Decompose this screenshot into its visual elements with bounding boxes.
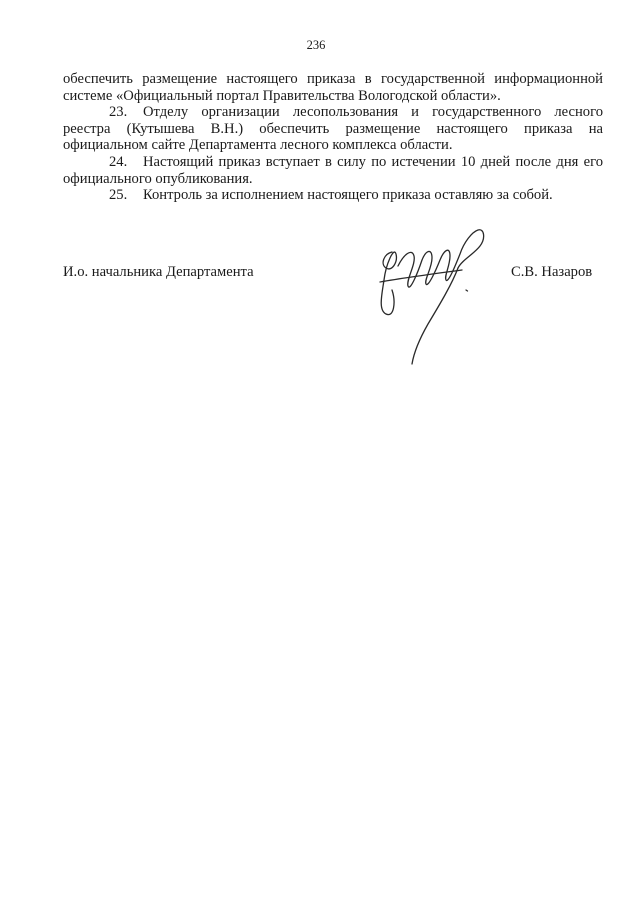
signatory-name: С.В. Назаров: [511, 264, 593, 280]
paragraph-number: 24.: [109, 153, 128, 170]
signatory-position: И.о. начальника Департамента: [63, 264, 254, 280]
document-body: [63, 71, 603, 204]
paragraph-text: Отделу организации лесопользования и государственного лесного реестра (Кутышева В.Н.) обеспечить размещение настоящего приказа на официальном сайте Департамента лесного комплекса области.: [63, 104, 603, 154]
paragraph-continuation: [63, 71, 603, 104]
paragraph-25: [63, 187, 603, 204]
paragraph-number: 23.: [109, 104, 128, 121]
paragraph-23: [63, 104, 603, 154]
paragraph-text: Настоящий приказ вступает в силу по истечении 10 дней после дня его официального опубликования.: [63, 153, 603, 187]
paragraph-text: обеспечить размещение настоящего приказа в государственной информационной системе «Официальный портал Правительства Вологодской области».: [63, 71, 603, 104]
handwritten-signature: [362, 224, 492, 370]
page-number: 236: [306, 38, 326, 52]
paragraph-24: [63, 154, 603, 187]
paragraph-text: Контроль за исполнением настоящего приказа оставляю за собой.: [143, 187, 553, 204]
paragraph-number: 25.: [109, 187, 128, 204]
